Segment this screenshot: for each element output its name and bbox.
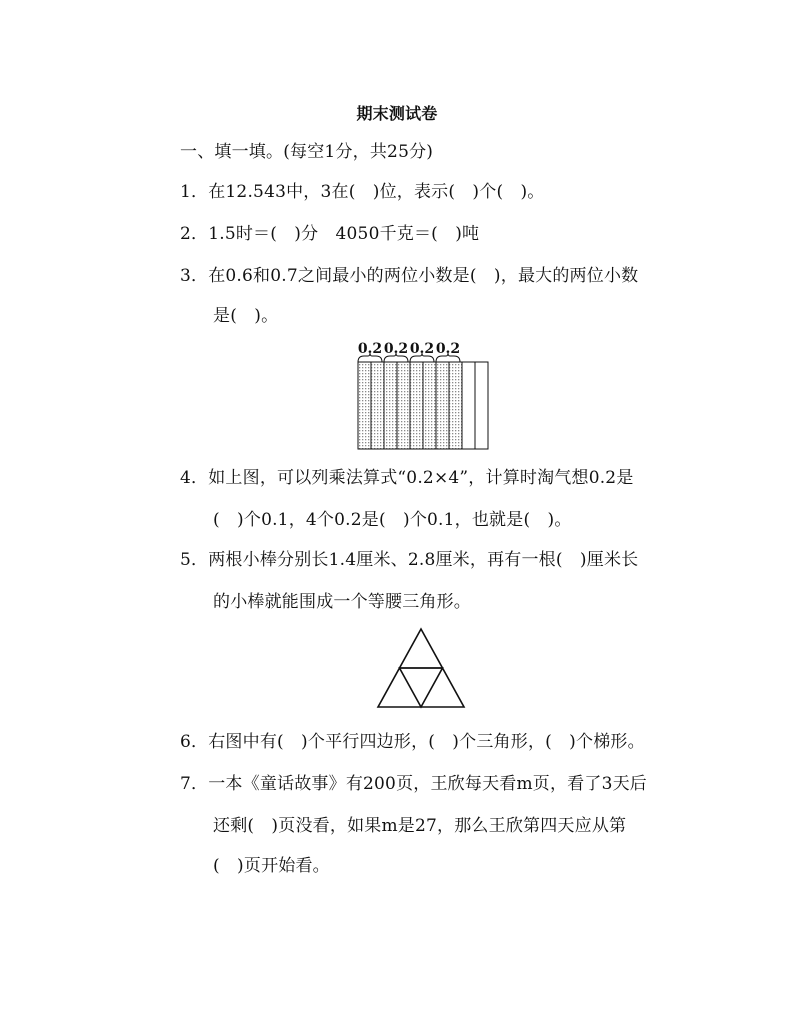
page-title: 期末测试卷: [356, 104, 438, 123]
question-7-line-1: 7．一本《童话故事》有200页，王欣每天看m页，看了3天后: [180, 774, 647, 794]
question-3-line-1: 3．在0.6和0.7之间最小的两位小数是( )，最大的两位小数: [180, 266, 639, 286]
question-4-line-1: 4．如上图，可以列乘法算式“0.2×4”，计算时淘气想0.2是: [180, 468, 634, 488]
question-5-line-2: 的小棒就能围成一个等腰三角形。: [213, 592, 471, 612]
question-5-line-1: 5．两根小棒分别长1.4厘米、2.8厘米，再有一根( )厘米长: [180, 550, 639, 570]
shaded-strip: [423, 362, 436, 449]
question-2: 2．1.5时＝( )分 4050千克＝( )吨: [180, 224, 480, 244]
question-6: 6．右图中有( )个平行四边形，( )个三角形，( )个梯形。: [180, 732, 645, 752]
shaded-strip: [384, 362, 397, 449]
question-4-line-2: ( )个0.1，4个0.2是( )个0.1，也就是( )。: [213, 510, 572, 530]
shaded-strip: [397, 362, 410, 449]
shaded-strip: [410, 362, 423, 449]
decimal-strip-figure: [350, 334, 500, 452]
unshaded-strip: [462, 362, 475, 449]
section-heading: 一、填一填。(每空1分，共25分): [180, 142, 434, 162]
question-3-line-2: 是( )。: [213, 306, 279, 326]
shaded-strip: [436, 362, 449, 449]
question-7-line-2: 还剩( )页没看，如果m是27，那么王欣第四天应从第: [213, 816, 627, 836]
inner-triangle: [400, 668, 443, 707]
strip-label-4: 0.2: [435, 341, 461, 357]
triangle-figure: [376, 627, 466, 709]
unshaded-strip: [475, 362, 488, 449]
strip-label-1: 0.2: [357, 341, 383, 357]
strip-label-2: 0.2: [383, 341, 409, 357]
shaded-strip: [371, 362, 384, 449]
question-7-line-3: ( )页开始看。: [213, 856, 330, 876]
strip-label-3: 0.2: [409, 341, 435, 357]
shaded-strip: [449, 362, 462, 449]
shaded-strip: [358, 362, 371, 449]
question-1: 1．在12.543中，3在( )位，表示( )个( )。: [180, 182, 545, 202]
